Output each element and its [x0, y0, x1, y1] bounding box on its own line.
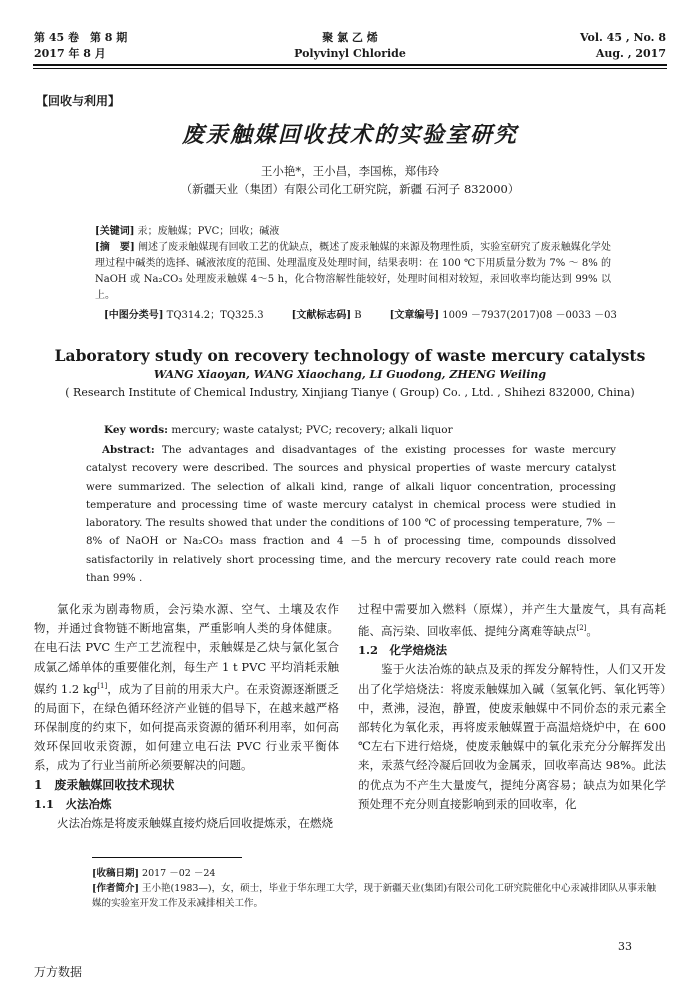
header-date-cn: 2017 年 8 月	[34, 47, 106, 60]
header-date-en: Aug. , 2017	[595, 47, 666, 60]
footnote-rule	[92, 857, 242, 858]
clc-label: [中图分类号]	[104, 310, 164, 321]
footnote	[92, 866, 662, 911]
title-en: Laboratory study on recovery technology of waste mercury catalysts	[54, 346, 646, 365]
heading-1-2: 1.2 化学焙烧法	[358, 643, 448, 658]
ref-2: [2]	[576, 624, 587, 633]
received-date: [收稿日期] 2017 －02 －24	[92, 868, 216, 879]
article-no-label: [文章编号]	[389, 310, 440, 321]
keywords-en	[104, 424, 624, 436]
section-tag: 【回收与利用】	[36, 94, 121, 108]
classification-cn	[104, 308, 624, 324]
paragraph-1-1: 火法冶炼是将废汞触媒直接灼烧后回收提炼汞，在燃烧	[57, 816, 333, 831]
paragraph-1-1-continued: 过程中需要加入燃料（原煤），并产生大量废气，具有高耗能、高污染、回收率低、提纯分离难等缺点[2]。	[358, 602, 666, 639]
header-journal-cn: 聚 氯 乙 烯	[322, 31, 378, 44]
abstract-cn	[95, 240, 611, 304]
doc-code-value: B	[351, 310, 362, 321]
abstract-cn-text: 阐述了废汞触媒现有回收工艺的优缺点，概述了废汞触媒的来源及物理性质，实验室研究了废汞触媒化学处理过程中碱类的选择、碱液浓度的范围、处理温度及处理时间，结果表明：在 100 ℃下用质量分数为 7% ～ 8% 的 NaOH 或 Na₂CO₃ 处理废汞触媒 4～5 h，化合物溶解性能较好，处理时间相对较短，汞回收率均能达到 99% 以上。	[95, 242, 611, 301]
header-volume-en: Vol. 45 , No. 8	[579, 31, 666, 44]
keywords-cn-label: [关键词]	[95, 226, 135, 237]
header-journal-en: Polyvinyl Chloride	[294, 47, 406, 60]
abstract-en-label: Abstract:	[102, 444, 155, 456]
paragraph-1-2: 鉴于火法冶炼的缺点及汞的挥发分解特性，人们又开发出了化学焙烧法：将废汞触媒加入碱（氢氧化钙、氧化钙等）中，煮沸，浸泡，静置，使废汞触媒中不同价态的汞元素全部转化为氧化汞，再将废汞触媒置于高温焙烧炉中，在 600 ℃左右下进行焙烧，使废汞触媒中的氧化汞充分分解挥发出来，汞蒸气经冷凝后回收为金属汞，回收率高达 98%。此法的优点为不产生大量废气，提纯分离容易；缺点为如果化学预处理不充分则直接影响到汞的回收率，化	[358, 662, 666, 811]
header-volume-cn: 第 45 卷 第 8 期	[34, 31, 128, 44]
ref-1: [1]	[97, 681, 108, 690]
page-number: 33	[618, 940, 632, 953]
abstract-cn-label: [摘 要]	[95, 242, 135, 253]
clc-value: TQ314.2；TQ325.3	[163, 310, 264, 321]
body-column-right	[358, 600, 666, 814]
watermark-wanfang: 万方数据	[34, 965, 83, 979]
heading-1: 1 废汞触媒回收技术现状	[34, 777, 175, 792]
heading-1-1: 1.1 火法冶炼	[34, 796, 112, 811]
authors-en: WANG Xiaoyan, WANG Xiaochang, LI Guodong, ZHENG Weiling	[153, 368, 547, 381]
article-no-value: 1009 －7937(2017)08 －0033 －03	[439, 310, 617, 321]
authors-cn: 王小艳*，王小昌，李国栋，郑伟玲	[260, 164, 440, 178]
intro-paragraph: 氯化汞为剧毒物质，会污染水源、空气、土壤及农作物，并通过食物链不断地富集，严重影响人类的身体健康。在电石法 PVC 生产工艺流程中，汞触媒是乙炔与氯化氢合成氯乙烯单体的重要催化剂，每生产 1 t PVC 平均消耗汞触媒约 1.2 kg[1]，成为了目前的用汞大户。在汞资源逐渐匮乏的局面下，在绿色循环经济产业链的倡导下，在越来越严格环保制度的约束下，如何提高汞资源的循环利用率，如何高效环保回收汞资源，如何建立电石法 PVC 行业汞平衡体系，成为了行业当前所必须要解决的问题。	[34, 602, 340, 773]
title-cn: 废汞触媒回收技术的实验室研究	[181, 122, 518, 148]
author-bio: [作者简介] 王小艳(1983—)，女，硕士，毕业于华东理工大学，现于新疆天业(集团)有限公司化工研究院催化中心汞减排团队从事汞触媒的实验室开发工作及汞减排相关工作。	[92, 883, 657, 909]
abstract-en-text: The advantages and disadvantages of the existing processes for waste mercury catalyst recovery were described. The sources and physical properties of waste mercury catalyst were summarized. The selection of alkali kind, range of alkali liquor concentration, processing temperature and processing time of waste mercury catalyst in chemical process were studied in laboratory. The results showed that under the conditions of 100 ℃ of processing temperature, 7% －8% of NaOH or Na₂CO₃ mass fraction and 4 －5 h of processing time, compounds dissolved satisfactorily in relatively short processing time, and the mercury recovery rate could reach more than 99% .	[86, 444, 616, 585]
doc-code-label: [文献标志码]	[291, 310, 352, 321]
abstract-en	[86, 441, 616, 587]
keywords-cn	[95, 224, 615, 240]
keywords-cn-text: 汞；废触媒；PVC；回收；碱液	[134, 226, 280, 237]
body-column-left	[34, 600, 339, 833]
header-rule-thick	[33, 64, 667, 66]
affiliation-cn: （新疆天业（集团）有限公司化工研究院，新疆 石河子 832000）	[180, 182, 520, 196]
header-rule-thin	[33, 68, 667, 69]
keywords-en-text: mercury; waste catalyst; PVC; recovery; alkali liquor	[168, 424, 453, 436]
keywords-en-label: Key words:	[104, 424, 169, 436]
affiliation-en: ( Research Institute of Chemical Industry, Xinjiang Tianye ( Group) Co. , Ltd. , Shihezi 832000, China)	[65, 386, 635, 399]
